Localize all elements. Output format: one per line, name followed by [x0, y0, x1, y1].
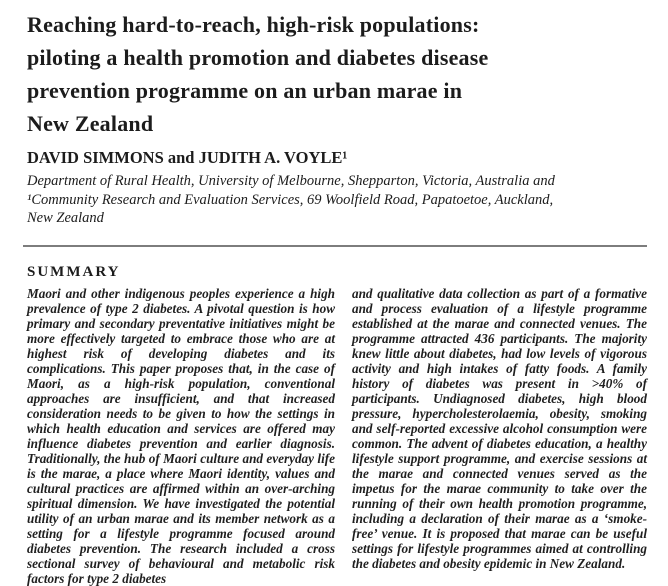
article-title-line: prevention programme on an urban marae in: [27, 78, 463, 103]
affiliation: [27, 172, 647, 228]
article-title-line: piloting a health promotion and diabetes disease: [27, 45, 489, 70]
section-divider: [23, 245, 647, 247]
affiliation-line: ¹Community Research and Evaluation Services, 69 Woolfield Road, Papatoetoe, Auckland,: [27, 191, 554, 208]
summary-heading: SUMMARY: [27, 263, 121, 280]
summary-column-left: Maori and other indigenous peoples experience a high prevalence of type 2 diabetes. A pivotal question is how primary and secondary preventative initiatives might be more effectively targeted to embrace those who are at highest risk of developing diabetes and its complications. This paper proposes that, in the case of Maori, as a high-risk population, conventional approaches are insufficient, and that increased consideration needs to be given to how the settings in which health education and services are offered may influence diabetes prevention and earlier diagnosis. Traditionally, the hub of Maori culture and everyday life is the marae, a place where Maori identity, values and cultural practices are affirmed within an over-arching spiritual dimension. We have investigated the potential utility of an urban marae and its member network as a setting for a lifestyle programme focused around diabetes prevention. The research included a cross sectional survey of behavioural and metabolic risk factors for type 2 diabetes: [27, 285, 335, 586]
article-title-line: New Zealand: [27, 111, 154, 136]
summary-column-right: and qualitative data collection as part of a formative and process evaluation of a lifestyle programme established at the marae and connected venues. The programme attracted 436 participants. The majority knew little about diabetes, had low levels of vigorous activity and high intakes of fatty foods. A family history of diabetes was present in >40% of participants. Undiagnosed diabetes, high blood pressure, hypercholesterolaemia, obesity, smoking and self-reported excessive alcohol consumption were common. The advent of diabetes education, a healthy lifestyle support programme, and exercise sessions at the marae and connected venues served as the impetus for the marae community to take over the running of their own health promotion programme, including a declaration of their marae as a ‘smoke-free’ venue. It is proposed that marae can be useful settings for lifestyle programmes aimed at controlling the diabetes and obesity epidemic in New Zealand.: [352, 285, 647, 571]
summary-columns: [27, 286, 647, 586]
article-title: [27, 8, 647, 140]
affiliation-line: Department of Rural Health, University of Melbourne, Shepparton, Victoria, Australia and: [27, 173, 555, 189]
article-title-line: Reaching hard-to-reach, high-risk populations:: [27, 12, 480, 37]
affiliation-line: New Zealand: [27, 210, 104, 226]
authors-line: DAVID SIMMONS and JUDITH A. VOYLE¹: [27, 148, 348, 167]
